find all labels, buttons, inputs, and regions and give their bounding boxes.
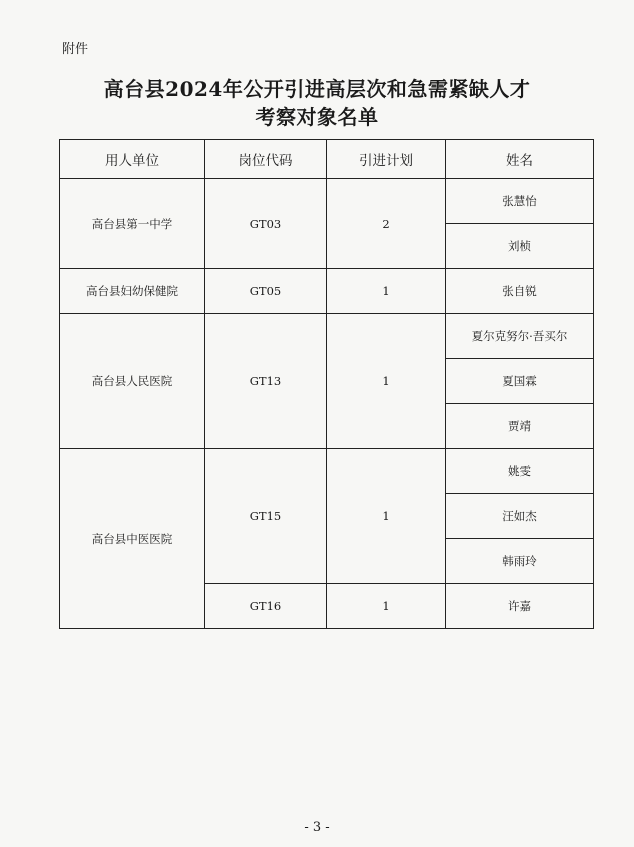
name-cell: 张慧怡 — [446, 179, 594, 224]
plan-cell: 1 — [327, 584, 446, 629]
name-cell: 韩雨玲 — [446, 539, 594, 584]
name-cell: 张自锐 — [446, 269, 594, 314]
header-code: 岗位代码 — [205, 140, 327, 179]
table-header-row — [60, 140, 594, 179]
table-row — [60, 449, 594, 494]
header-name: 姓名 — [446, 140, 594, 179]
name-cell: 许嘉 — [446, 584, 594, 629]
table-row — [60, 269, 594, 314]
code-cell: GT15 — [205, 449, 327, 584]
code-cell: GT03 — [205, 179, 327, 269]
table-row — [60, 179, 594, 224]
unit-cell: 高台县第一中学 — [60, 179, 205, 269]
plan-cell: 1 — [327, 314, 446, 449]
code-cell: GT13 — [205, 314, 327, 449]
document-title-line2: 考察对象名单 — [255, 105, 379, 129]
page-number: - 3 - — [304, 820, 330, 835]
name-cell: 夏国霖 — [446, 359, 594, 404]
code-cell: GT16 — [205, 584, 327, 629]
unit-cell: 高台县妇幼保健院 — [60, 269, 205, 314]
name-cell: 刘桢 — [446, 224, 594, 269]
document-title-line1: 高台县2024年公开引进高层次和急需紧缺人才 — [103, 77, 531, 101]
plan-cell: 1 — [327, 269, 446, 314]
unit-cell: 高台县中医医院 — [60, 449, 205, 629]
plan-cell: 2 — [327, 179, 446, 269]
header-unit: 用人单位 — [60, 140, 205, 179]
header-plan: 引进计划 — [327, 140, 446, 179]
name-cell: 汪如杰 — [446, 494, 594, 539]
candidate-table — [59, 139, 594, 629]
table-row — [60, 314, 594, 359]
name-cell: 夏尔克努尔·吾买尔 — [446, 314, 594, 359]
unit-cell: 高台县人民医院 — [60, 314, 205, 449]
attachment-label: 附件 — [62, 42, 89, 57]
plan-cell: 1 — [327, 449, 446, 584]
name-cell: 贾靖 — [446, 404, 594, 449]
code-cell: GT05 — [205, 269, 327, 314]
name-cell: 姚雯 — [446, 449, 594, 494]
